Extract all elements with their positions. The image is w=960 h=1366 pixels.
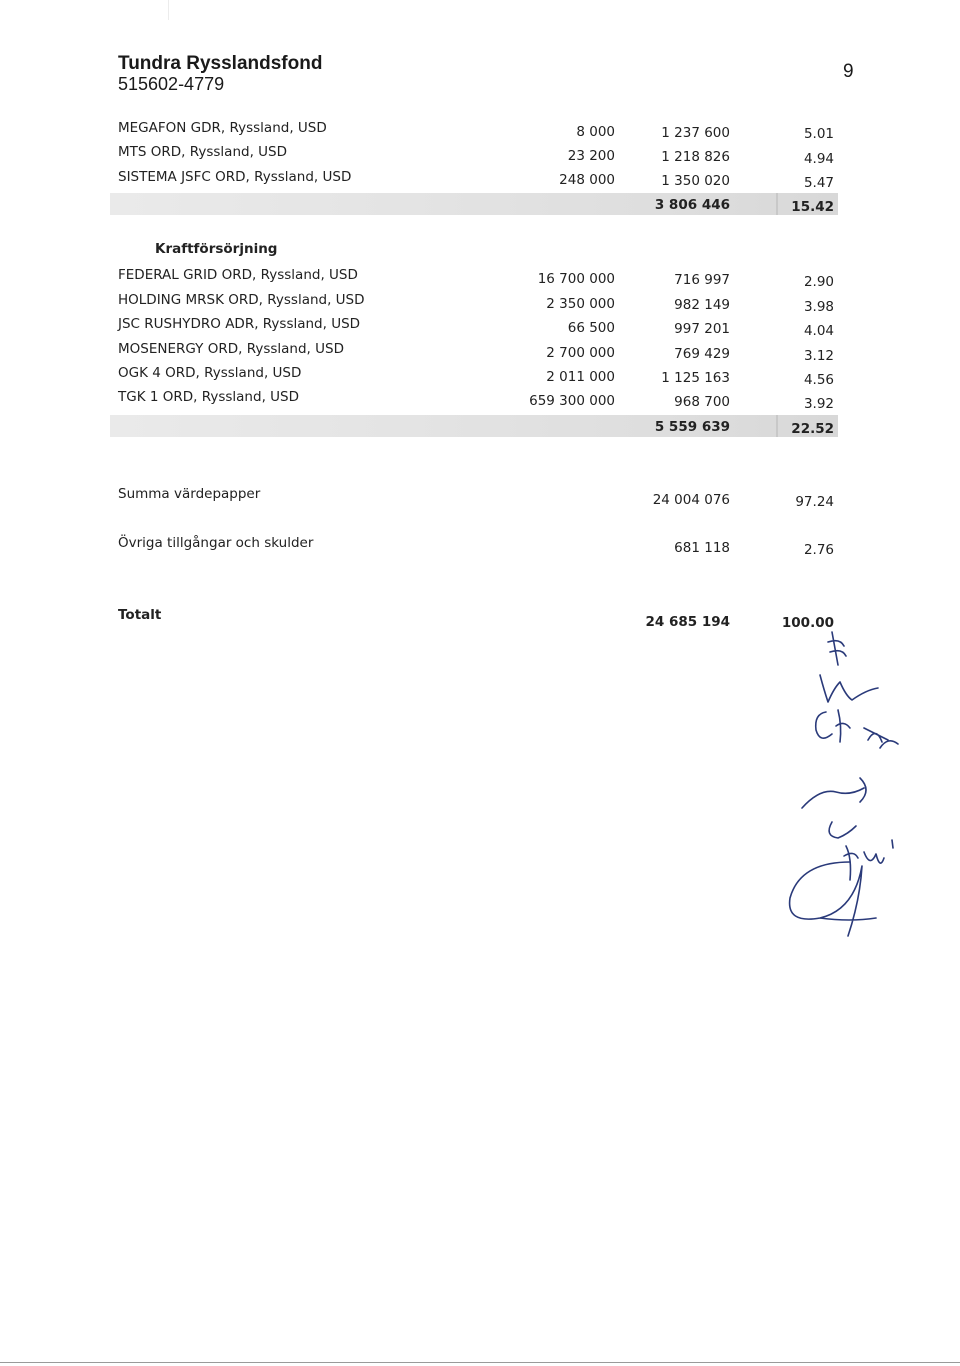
subtotal-value: 5 559 639	[654, 419, 730, 435]
securities-value: 24 004 076	[652, 492, 730, 508]
securities-percent: 97.24	[795, 494, 834, 510]
holding-percent: 5.01	[803, 126, 834, 142]
holding-name: TGK 1 ORD, Ryssland, USD	[118, 389, 299, 405]
holding-value: 968 700	[674, 394, 730, 410]
signatures-icon	[780, 630, 930, 940]
holding-percent: 4.04	[803, 323, 834, 339]
holding-name: FEDERAL GRID ORD, Ryssland, USD	[118, 267, 358, 283]
holding-percent: 3.92	[803, 396, 834, 412]
holding-value: 1 237 600	[661, 125, 730, 141]
subtotal-percent: 15.42	[791, 199, 834, 215]
holding-quantity: 2 350 000	[546, 296, 615, 312]
holding-percent: 4.94	[803, 151, 834, 167]
holding-percent: 3.98	[803, 299, 834, 315]
holding-name: JSC RUSHYDRO ADR, Ryssland, USD	[118, 316, 361, 332]
page-bottom-rule	[0, 1362, 960, 1363]
total-value: 24 685 194	[645, 614, 730, 630]
holding-value: 1 350 020	[661, 173, 730, 189]
page-number: 9	[843, 61, 854, 82]
holding-value: 982 149	[674, 297, 730, 313]
holding-quantity: 16 700 000	[537, 271, 615, 287]
holding-quantity: 66 500	[567, 320, 615, 336]
other-percent: 2.76	[803, 542, 834, 558]
holding-percent: 3.12	[803, 348, 834, 364]
holding-name: SISTEMA JSFC ORD, Ryssland, USD	[118, 169, 352, 185]
holding-quantity: 2 011 000	[546, 369, 615, 385]
holding-name: MTS ORD, Ryssland, USD	[118, 144, 288, 160]
securities-label: Summa värdepapper	[118, 486, 261, 502]
holding-quantity: 659 300 000	[529, 393, 615, 409]
fund-name: Tundra Rysslandsfond	[118, 53, 323, 74]
holding-quantity: 248 000	[559, 172, 615, 188]
scan-artifact	[168, 0, 169, 20]
holding-value: 1 218 826	[661, 149, 730, 165]
holding-percent: 5.47	[803, 175, 834, 191]
subtotal-value: 3 806 446	[654, 197, 730, 213]
total-label: Totalt	[118, 607, 162, 623]
holding-value: 1 125 163	[661, 370, 730, 386]
other-label: Övriga tillgångar och skulder	[118, 535, 314, 551]
holding-percent: 4.56	[803, 372, 834, 388]
holding-value: 997 201	[674, 321, 730, 337]
holding-value: 769 429	[674, 346, 730, 362]
section-title: Kraftförsörjning	[155, 241, 278, 257]
other-value: 681 118	[674, 540, 730, 556]
holding-percent: 2.90	[803, 274, 834, 290]
holding-quantity: 2 700 000	[546, 345, 615, 361]
holding-name: MOSENERGY ORD, Ryssland, USD	[118, 341, 344, 357]
holding-name: HOLDING MRSK ORD, Ryssland, USD	[118, 292, 365, 308]
holding-quantity: 8 000	[576, 124, 615, 140]
holding-name: MEGAFON GDR, Ryssland, USD	[118, 120, 327, 136]
holding-name: OGK 4 ORD, Ryssland, USD	[118, 365, 302, 381]
total-percent: 100.00	[781, 615, 834, 631]
org-number: 515602-4779	[118, 74, 225, 94]
holding-value: 716 997	[674, 272, 730, 288]
holding-quantity: 23 200	[567, 148, 615, 164]
subtotal-percent: 22.52	[791, 421, 834, 437]
